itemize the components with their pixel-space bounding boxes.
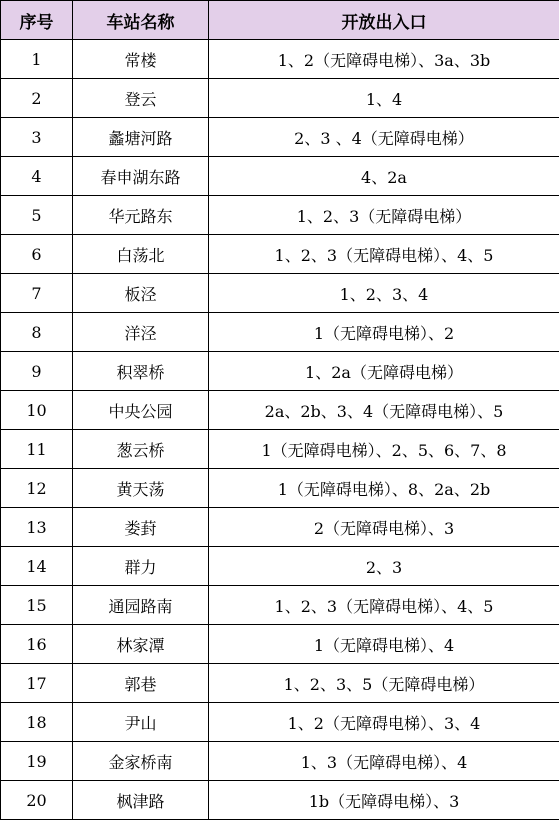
row-number-cell: 4 bbox=[1, 157, 73, 196]
row-number-cell: 6 bbox=[1, 235, 73, 274]
row-number-cell: 16 bbox=[1, 625, 73, 664]
station-name-cell: 金家桥南 bbox=[73, 742, 209, 781]
table-row bbox=[1, 196, 559, 235]
station-name-cell: 林家潭 bbox=[73, 625, 209, 664]
table-row bbox=[1, 781, 559, 820]
entrances-cell: 1（无障碍电梯）、2、5、6、7、8 bbox=[209, 430, 559, 469]
row-number-cell: 13 bbox=[1, 508, 73, 547]
table-row bbox=[1, 547, 559, 586]
entrances-cell: 1（无障碍电梯）、8、2a、2b bbox=[209, 469, 559, 508]
row-number-cell: 19 bbox=[1, 742, 73, 781]
table-row bbox=[1, 352, 559, 391]
table-row bbox=[1, 118, 559, 157]
header-station-name: 车站名称 bbox=[73, 1, 209, 40]
row-number-cell: 10 bbox=[1, 391, 73, 430]
row-number-cell: 14 bbox=[1, 547, 73, 586]
entrances-cell: 4、2a bbox=[209, 157, 559, 196]
table-row bbox=[1, 235, 559, 274]
row-number-cell: 12 bbox=[1, 469, 73, 508]
table-row bbox=[1, 664, 559, 703]
entrances-cell: 1、2（无障碍电梯）、3、4 bbox=[209, 703, 559, 742]
station-name-cell: 华元路东 bbox=[73, 196, 209, 235]
entrances-cell: 1（无障碍电梯）、4 bbox=[209, 625, 559, 664]
table-body bbox=[1, 40, 559, 820]
station-name-cell: 板泾 bbox=[73, 274, 209, 313]
station-name-cell: 娄葑 bbox=[73, 508, 209, 547]
table-row bbox=[1, 742, 559, 781]
row-number-cell: 17 bbox=[1, 664, 73, 703]
station-name-cell: 中央公园 bbox=[73, 391, 209, 430]
entrances-cell: 1、2、3、4 bbox=[209, 274, 559, 313]
entrances-cell: 1、2、3（无障碍电梯）、4、5 bbox=[209, 586, 559, 625]
station-name-cell: 群力 bbox=[73, 547, 209, 586]
table-row bbox=[1, 469, 559, 508]
table-row bbox=[1, 157, 559, 196]
row-number-cell: 5 bbox=[1, 196, 73, 235]
station-name-cell: 春申湖东路 bbox=[73, 157, 209, 196]
row-number-cell: 8 bbox=[1, 313, 73, 352]
table-header-row bbox=[1, 1, 559, 40]
station-name-cell: 积翠桥 bbox=[73, 352, 209, 391]
entrances-cell: 1、2、3、5（无障碍电梯） bbox=[209, 664, 559, 703]
station-name-cell: 白荡北 bbox=[73, 235, 209, 274]
entrances-cell: 2a、2b、3、4（无障碍电梯）、5 bbox=[209, 391, 559, 430]
table-row bbox=[1, 313, 559, 352]
station-name-cell: 枫津路 bbox=[73, 781, 209, 820]
table-row bbox=[1, 625, 559, 664]
row-number-cell: 20 bbox=[1, 781, 73, 820]
station-name-cell: 洋泾 bbox=[73, 313, 209, 352]
entrances-cell: 2、3 、4（无障碍电梯） bbox=[209, 118, 559, 157]
table-row bbox=[1, 703, 559, 742]
row-number-cell: 15 bbox=[1, 586, 73, 625]
station-name-cell: 黄天荡 bbox=[73, 469, 209, 508]
station-name-cell: 通园路南 bbox=[73, 586, 209, 625]
entrances-cell: 1、2、3（无障碍电梯）、4、5 bbox=[209, 235, 559, 274]
entrances-cell: 1、2a（无障碍电梯） bbox=[209, 352, 559, 391]
table-row bbox=[1, 79, 559, 118]
table-row bbox=[1, 391, 559, 430]
header-number: 序号 bbox=[1, 1, 73, 40]
table-row bbox=[1, 430, 559, 469]
station-name-cell: 常楼 bbox=[73, 40, 209, 79]
entrances-cell: 1、2（无障碍电梯）、3a、3b bbox=[209, 40, 559, 79]
row-number-cell: 11 bbox=[1, 430, 73, 469]
entrances-cell: 1（无障碍电梯）、2 bbox=[209, 313, 559, 352]
entrances-cell: 2、3 bbox=[209, 547, 559, 586]
entrances-cell: 1、3（无障碍电梯）、4 bbox=[209, 742, 559, 781]
row-number-cell: 1 bbox=[1, 40, 73, 79]
row-number-cell: 9 bbox=[1, 352, 73, 391]
entrances-cell: 2（无障碍电梯）、3 bbox=[209, 508, 559, 547]
table-row bbox=[1, 274, 559, 313]
station-name-cell: 登云 bbox=[73, 79, 209, 118]
entrances-cell: 1、4 bbox=[209, 79, 559, 118]
row-number-cell: 7 bbox=[1, 274, 73, 313]
header-open-entrances: 开放出入口 bbox=[209, 1, 559, 40]
row-number-cell: 3 bbox=[1, 118, 73, 157]
station-name-cell: 蠡塘河路 bbox=[73, 118, 209, 157]
table-row bbox=[1, 586, 559, 625]
entrances-cell: 1、2、3（无障碍电梯） bbox=[209, 196, 559, 235]
station-name-cell: 尹山 bbox=[73, 703, 209, 742]
row-number-cell: 2 bbox=[1, 79, 73, 118]
entrances-cell: 1b（无障碍电梯）、3 bbox=[209, 781, 559, 820]
table-row bbox=[1, 40, 559, 79]
row-number-cell: 18 bbox=[1, 703, 73, 742]
table-row bbox=[1, 508, 559, 547]
station-name-cell: 葱云桥 bbox=[73, 430, 209, 469]
station-name-cell: 郭巷 bbox=[73, 664, 209, 703]
